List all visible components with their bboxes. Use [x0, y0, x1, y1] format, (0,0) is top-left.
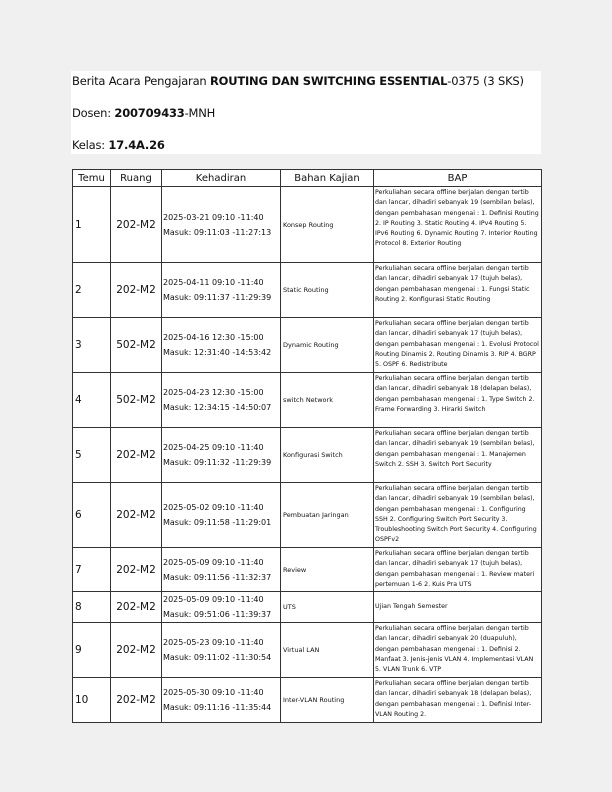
ruang-cell: 502-M2 — [111, 318, 162, 373]
bahan-kajian-cell: Dynamic Routing — [281, 318, 374, 373]
kelas-label: Kelas: — [72, 138, 109, 152]
ruang-cell: 202-M2 — [111, 263, 162, 318]
temu-cell: 7 — [73, 548, 111, 592]
ruang-cell: 202-M2 — [111, 428, 162, 483]
masuk-text: Masuk: 09:11:03 -11:27:13 — [163, 227, 272, 237]
bap-cell: Perkuliahan secara offline berjalan dengan tertib dan lancar, dihadiri sebanyak 18 (delapan belas), dengan pembahasan mengenai : 1. Type Switch 2. Frame Forwarding 3. Hirarki Switch — [374, 373, 542, 428]
bahan-kajian-cell: switch Network — [281, 373, 374, 428]
temu-cell: 4 — [73, 373, 111, 428]
bap-cell: Perkuliahan secara offline berjalan dengan tertib dan lancar, dihadiri sebanyak 19 (sembilan belas), dengan pembahasan mengenai : 1. Definisi Routing 2. IP Routing 3. Static Routing 4. IPv4 Routing 5. IPv6 Routing 6. Dynamic Routing 7. Interior Routing Protocol 8. Exterior Routing — [374, 187, 542, 263]
table-row — [73, 592, 542, 623]
schedule-text: 2025-05-09 09:10 -11:40 — [163, 557, 264, 567]
header-kehadiran: Kehadiran — [162, 170, 281, 187]
bahan-kajian-cell: Inter-VLAN Routing — [281, 678, 374, 723]
temu-cell: 9 — [73, 623, 111, 678]
ruang-cell: 202-M2 — [111, 187, 162, 263]
bahan-kajian-cell: Konsep Routing — [281, 187, 374, 263]
temu-cell: 8 — [73, 592, 111, 623]
title-prefix: Berita Acara Pengajaran — [72, 74, 210, 88]
kehadiran-cell — [162, 548, 281, 592]
ruang-cell: 202-M2 — [111, 623, 162, 678]
schedule-text: 2025-04-11 09:10 -11:40 — [163, 278, 264, 287]
document-title — [72, 74, 524, 88]
kehadiran-cell — [162, 318, 281, 373]
ruang-cell: 202-M2 — [111, 592, 162, 623]
ruang-cell: 202-M2 — [111, 483, 162, 548]
course-name: ROUTING DAN SWITCHING ESSENTIAL — [209, 74, 448, 88]
dosen-code: -MNH — [184, 106, 216, 120]
masuk-text: Masuk: 09:11:58 -11:29:01 — [163, 518, 272, 527]
bahan-kajian-cell: Pembuatan Jaringan — [281, 483, 374, 548]
schedule-text: 2025-05-30 09:10 -11:40 — [163, 688, 264, 698]
kehadiran-cell — [162, 483, 281, 548]
temu-cell: 10 — [73, 678, 111, 723]
kelas-line — [72, 138, 165, 152]
header-bap: BAP — [374, 170, 542, 187]
table-row — [73, 263, 542, 318]
bahan-kajian-cell: Konfigurasi Switch — [281, 428, 374, 483]
bap-cell: Perkuliahan secara offline berjalan dengan tertib dan lancar, dihadiri sebanyak 17 (tujuh belas), dengan pembahasan mengenai : 1. Fungsi Static Routing 2. Konfigurasi Static Routing — [374, 263, 542, 318]
kehadiran-cell — [162, 187, 281, 263]
bap-cell: Perkuliahan secara offline berjalan dengan tertib dan lancar, dihadiri sebanyak 17 (tujuh belas), dengan pembahasan mengenai : 1. Evolusi Protocol Routing Dinamis 2. Routing Dinamis 3. RIP 4. BGRP 5. OSPF 6. Redistribute — [374, 318, 542, 373]
kehadiran-cell — [162, 428, 281, 483]
table-row — [73, 548, 542, 592]
bap-cell: Ujian Tengah Semester — [374, 592, 542, 623]
masuk-text: Masuk: 09:11:37 -11:29:39 — [163, 293, 272, 302]
kehadiran-cell — [162, 592, 281, 623]
masuk-text: Masuk: 09:11:32 -11:29:39 — [163, 458, 272, 467]
schedule-text: 2025-04-16 12:30 -15:00 — [163, 333, 264, 342]
temu-cell: 6 — [73, 483, 111, 548]
dosen-label: Dosen: — [72, 106, 115, 120]
temu-cell: 2 — [73, 263, 111, 318]
ruang-cell: 202-M2 — [111, 548, 162, 592]
table-row — [73, 623, 542, 678]
kehadiran-cell — [162, 263, 281, 318]
temu-cell: 1 — [73, 187, 111, 263]
attendance-table — [72, 169, 542, 723]
table-row — [73, 187, 542, 263]
header-ruang: Ruang — [111, 170, 162, 187]
masuk-text: Masuk: 09:51:06 -11:39:37 — [163, 610, 272, 620]
schedule-text: 2025-04-25 09:10 -11:40 — [163, 443, 264, 452]
bap-cell: Perkuliahan secara offline berjalan dengan tertib dan lancar, dihadiri sebanyak 19 (sembilan belas), dengan pembahasan mengenai : 1. Configuring SSH 2. Configuring Switch Port Security 3. Troubleshooting Switch Port Security 4. Configuring OSPFv2 — [374, 483, 542, 548]
bahan-kajian-cell: UTS — [281, 592, 374, 623]
bap-cell: Perkuliahan secara offline berjalan dengan tertib dan lancar, dihadiri sebanyak 17 (tujuh belas), dengan pembahasan mengenai : 1. Review materi pertemuan 1-6 2. Kuis Pra UTS — [374, 548, 542, 592]
course-code: -0375 (3 SKS) — [447, 74, 524, 88]
bap-cell: Perkuliahan secara offline berjalan dengan tertib dan lancar, dihadiri sebanyak 18 (delapan belas), dengan pembahasan mengenai : 1. Definisi Inter-VLAN Routing 2. — [374, 678, 542, 723]
table-row — [73, 373, 542, 428]
schedule-text: 2025-05-23 09:10 -11:40 — [163, 638, 264, 648]
table-row — [73, 678, 542, 723]
bahan-kajian-cell: Static Routing — [281, 263, 374, 318]
schedule-text: 2025-03-21 09:10 -11:40 — [163, 212, 264, 222]
ruang-cell: 502-M2 — [111, 373, 162, 428]
bahan-kajian-cell: Virtual LAN — [281, 623, 374, 678]
bap-cell: Perkuliahan secara offline berjalan dengan tertib dan lancar, dihadiri sebanyak 19 (sembilan belas), dengan pembahasan mengenai : 1. Manajemen Switch 2. SSH 3. Switch Port Security — [374, 428, 542, 483]
schedule-text: 2025-05-09 09:10 -11:40 — [163, 595, 264, 605]
schedule-text: 2025-05-02 09:10 -11:40 — [163, 503, 264, 512]
ruang-cell: 202-M2 — [111, 678, 162, 723]
table-row — [73, 428, 542, 483]
dosen-line — [72, 106, 215, 120]
header-bahan-kajian: Bahan Kajian — [281, 170, 374, 187]
bahan-kajian-cell: Review — [281, 548, 374, 592]
kehadiran-cell — [162, 623, 281, 678]
temu-cell: 3 — [73, 318, 111, 373]
kehadiran-cell — [162, 373, 281, 428]
masuk-text: Masuk: 12:31:40 -14:53:42 — [163, 348, 272, 357]
table-row — [73, 483, 542, 548]
table-row — [73, 318, 542, 373]
schedule-text: 2025-04-23 12:30 -15:00 — [163, 388, 264, 397]
kehadiran-cell — [162, 678, 281, 723]
masuk-text: Masuk: 09:11:02 -11:30:54 — [163, 653, 272, 663]
table-header-row — [73, 170, 542, 187]
bap-cell: Perkuliahan secara offline berjalan dengan tertib dan lancar, dihadiri sebanyak 20 (duapuluh), dengan pembahasan mengenai : 1. Definisi 2. Manfaat 3. Jenis-jenis VLAN 4. Implementasi VLAN 5. VLAN Trunk 6. VTP — [374, 623, 542, 678]
masuk-text: Masuk: 12:34:15 -14:50:07 — [163, 403, 272, 412]
temu-cell: 5 — [73, 428, 111, 483]
masuk-text: Masuk: 09:11:16 -11:35:44 — [163, 703, 272, 713]
header-temu: Temu — [73, 170, 111, 187]
dosen-id: 200709433 — [114, 106, 185, 120]
kelas-value: 17.4A.26 — [108, 138, 165, 152]
masuk-text: Masuk: 09:11:56 -11:32:37 — [163, 572, 272, 582]
